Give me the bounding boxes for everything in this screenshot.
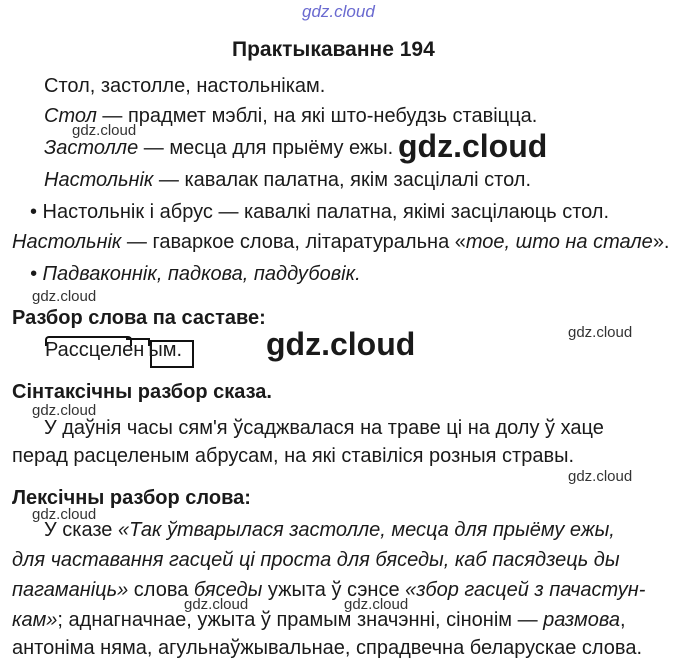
plain: , [619,609,626,631]
text-line [12,230,670,254]
watermark-small: gdz.cloud [32,506,97,523]
watermark-small: gdz.cloud [184,596,249,613]
sentence-line: перад расцеленым абрусам, на які ставіліся розныя стравы. [12,445,575,467]
morph-word [45,338,182,362]
text-line: • Настольнік і абрус — кавалкі палатна, якімі засцілаюць стол. [30,201,610,223]
sentence-line: У даўнія часы сям'я ўсаджвалася на траве ці на долу ў хаце [44,417,604,439]
quote: кам» [12,609,58,631]
word-stem: Рассцелен [45,339,145,361]
text-line [44,168,531,192]
text-line: • Падваконнік, падкова, паддубовік. [30,263,361,285]
section-heading: Лексічны разбор слова: [12,487,251,509]
watermark-small: gdz.cloud [72,122,137,139]
watermark-small: gdz.cloud [568,324,633,341]
term: Настольнік [44,169,154,191]
term: бяседы [193,579,263,601]
definition: — гаваркое слова, літаратуральна « [121,231,466,253]
watermark-small: gdz.cloud [568,468,633,485]
plain: У сказе [44,519,118,541]
text-line [44,518,615,542]
term: Застолле [44,137,139,159]
text-line: для частавання гасцей ці проста для бяседы, каб пасядзець ды [12,549,620,571]
text-line [44,104,537,128]
watermark-big: gdz.cloud [266,326,416,362]
plain: ужыта ў сэнсе [262,579,406,601]
definition: — месца для прыёму ежы. [138,137,394,159]
term: Настольнік [12,231,122,253]
quote: «збор гасцей з пачастун- [405,579,646,601]
quote: «Так ўтварылася застолле, месца для прыёму ежы, [117,519,615,541]
watermark-small: gdz.cloud [344,596,409,613]
text-line [12,578,645,602]
watermark-big: gdz.cloud [398,128,548,164]
plain: слова [128,579,194,601]
definition: ». [652,231,670,253]
synonym: размова [543,609,620,631]
definition: — кавалак палатна, якім засцілалі стол. [153,169,532,191]
section-heading: Сінтаксічны разбор сказа. [12,381,272,403]
text-line: Стол, застолле, настольнікам. [44,75,326,97]
quote: тое, што на стале [465,231,653,253]
watermark-small: gdz.cloud [32,402,97,419]
definition: — прадмет мэблі, на які што-небудзь ставіцца. [96,105,538,127]
word-ending: ым [148,339,177,361]
section-heading: Разбор слова па саставе: [12,307,266,329]
exercise-title: Практыкаванне 194 [232,38,435,61]
text-line: антоніма няма, агульнаўжывальнае, спрадвечна беларускае слова. [12,637,643,659]
word-dot: . [176,339,183,361]
watermark-small: gdz.cloud [32,288,97,305]
text-line [44,136,393,160]
plain: ; аднагначнае, ужыта ў прамым значэнні, сінонім — [57,609,544,631]
watermark-top: gdz.cloud [302,2,375,21]
text-line [12,608,626,632]
quote: пагаманіць» [12,579,129,601]
term: Стол [44,105,97,127]
